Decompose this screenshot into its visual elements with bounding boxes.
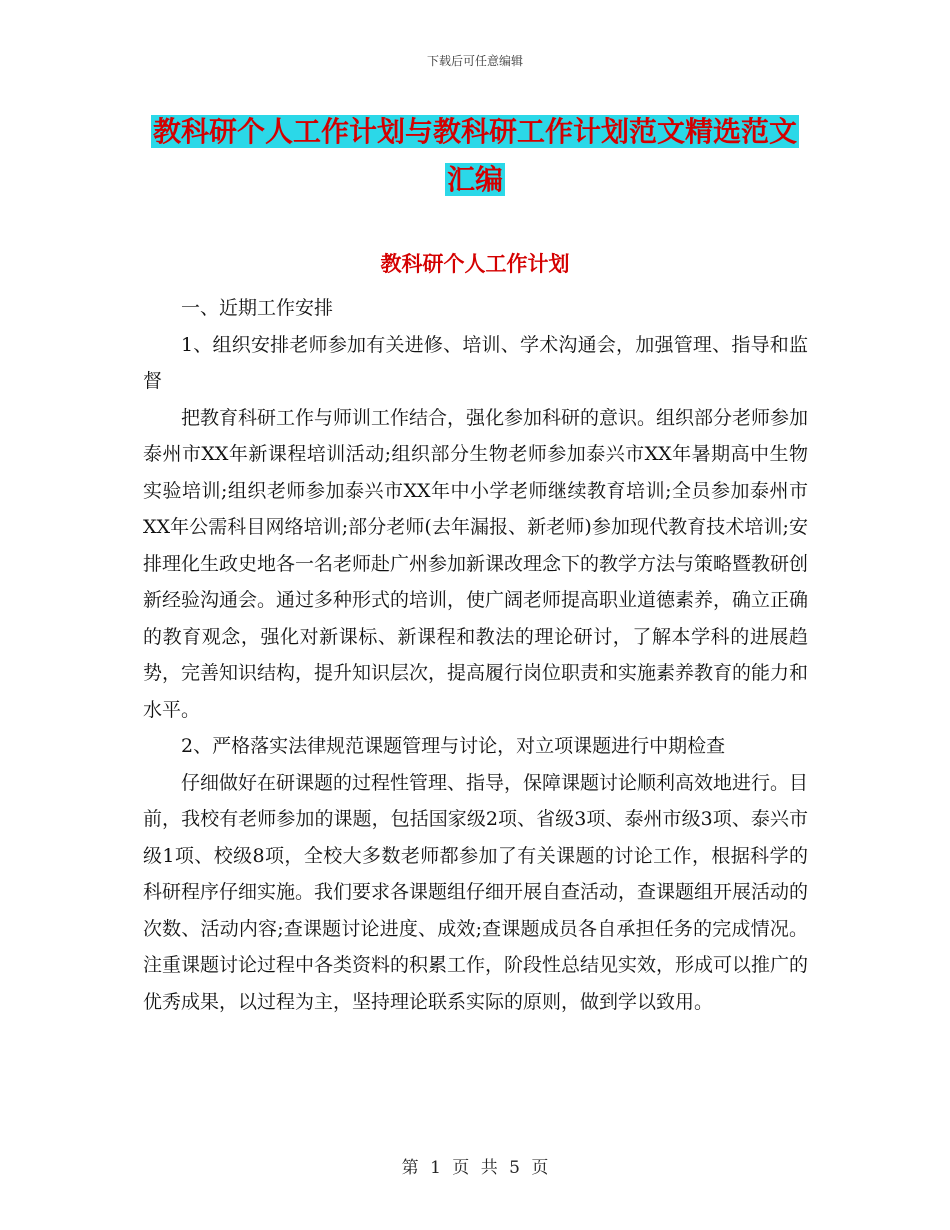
title-line-2: 汇编	[446, 163, 503, 196]
page-header-note: 下载后可任意编辑	[426, 54, 523, 68]
document-title	[0, 108, 950, 204]
paragraph-body-1: 把教育科研工作与师训工作结合，强化参加科研的意识。组织部分老师参加泰州市XX年新课程培训活动;组织部分生物老师参加泰兴市XX年暑期高中生物实验培训;组织老师参加泰兴市XX年中小学老师继续教育培训;全员参加泰州市XX年公需科目网络培训;部分老师(去年漏报、新老师)参加现代教育技术培训;安排理化生政史地各一名老师赴广州参加新课改理念下的教学方法与策略暨教研创新经验沟通会。通过多种形式的培训，使广阔老师提高职业道德素养，确立正确的教育观念，强化对新课标、新课程和教法的理论研讨，了解本学科的进展趋势，完善知识结构，提升知识层次，提高履行岗位职责和实施素养教育的能力和水平。	[143, 406, 809, 721]
section-title: 教科研个人工作计划	[380, 251, 570, 276]
paragraph-body-2: 仔细做好在研课题的过程性管理、指导，保障课题讨论顺利高效地进行。目前，我校有老师参加的课题，包括国家级2项、省级3项、泰州市级3项、泰兴市级1项、校级8项，全校大多数老师都参加了有关课题的讨论工作，根据科学的科研程序仔细实施。我们要求各课题组仔细开展自查活动，查课题组开展活动的次数、活动内容;查课题讨论进度、成效;查课题成员各自承担任务的完成情况。注重课题讨论过程中各类资料的积累工作，阶段性总结见实效，形成可以推广的优秀成果，以过程为主，坚持理论联系实际的原则，做到学以致用。	[143, 771, 809, 1013]
paragraph-item-1: 1、组织安排老师参加有关进修、培训、学术沟通会，加强管理、指导和监督	[143, 333, 808, 392]
title-line-1: 教科研个人工作计划与教科研工作计划范文精选范文	[152, 115, 797, 148]
page-number: 第 1 页 共 5 页	[401, 1158, 549, 1178]
paragraph-heading-1: 一、近期工作安排	[181, 297, 334, 319]
body-text	[143, 290, 808, 1020]
paragraph-item-2: 2、严格落实法律规范课题管理与讨论，对立项课题进行中期检查	[181, 735, 726, 757]
